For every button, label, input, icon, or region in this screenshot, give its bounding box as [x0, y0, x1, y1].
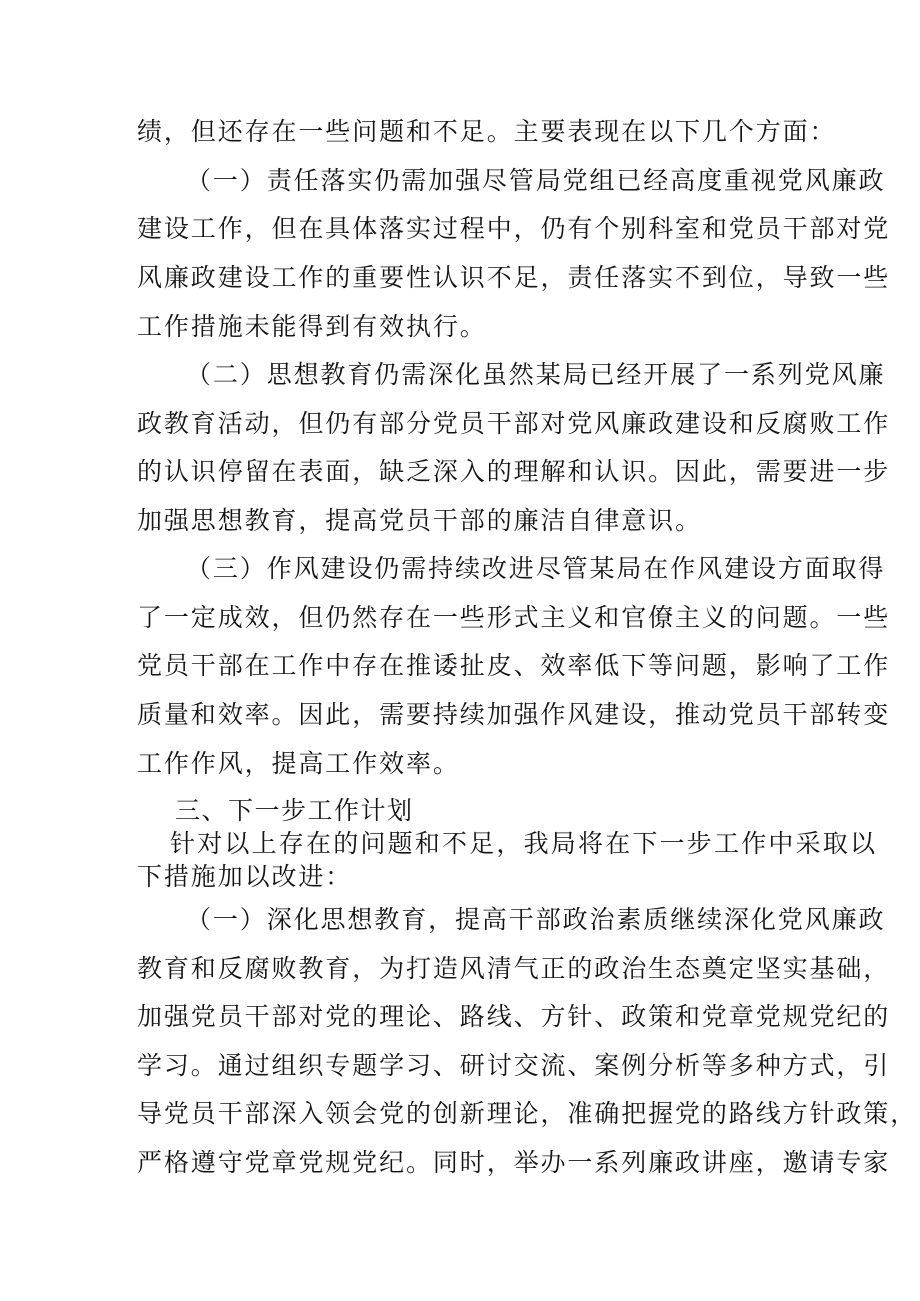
text-line: 加强思想教育，提高党员干部的廉洁自律意识。	[137, 506, 702, 535]
text-line: （一）深化思想教育，提高干部政治素质继续深化党风廉政	[186, 905, 886, 934]
text-line: 针对以上存在的问题和不足，我局将在下一步工作中采取以	[170, 829, 878, 858]
text-line: 学习。通过组织专题学习、研讨交流、案例分析等多种方式，引	[137, 1051, 891, 1080]
text-line: 质量和效率。因此，需要持续加强作风建设，推动党员干部转变	[137, 700, 891, 729]
text-line: 的认识停留在表面，缺乏深入的理解和认识。因此，需要进一步	[137, 457, 891, 486]
text-line: 导党员干部深入领会党的创新理论，准确把握党的路线方针政策，	[137, 1099, 918, 1128]
text-line: 党员干部在工作中存在推诿扯皮、效率低下等问题，影响了工作	[137, 651, 891, 680]
text-line: 绩，但还存在一些问题和不足。主要表现在以下几个方面：	[137, 117, 837, 146]
text-line: 风廉政建设工作的重要性认识不足，责任落实不到位，导致一些	[137, 263, 891, 292]
text-line: （三）作风建设仍需持续改进尽管某局在作风建设方面取得	[186, 554, 886, 583]
text-line: 工作措施未能得到有效执行。	[137, 312, 487, 341]
text-line: 下措施加以改进：	[137, 862, 353, 891]
text-line: （一）责任落实仍需加强尽管局党组已经高度重视党风廉政	[186, 166, 886, 195]
section-heading: 三、下一步工作计划	[175, 796, 414, 825]
text-line: 严格遵守党章党规党纪。同时，举办一系列廉政讲座，邀请专家	[137, 1148, 891, 1177]
text-line: 加强党员干部对党的理论、路线、方针、政策和党章党规党纪的	[137, 1002, 891, 1031]
text-line: 了一定成效，但仍然存在一些形式主义和官僚主义的问题。一些	[137, 603, 891, 632]
text-line: 工作作风，提高工作效率。	[137, 749, 460, 778]
text-line: 教育和反腐败教育，为打造风清气正的政治生态奠定坚实基础，	[137, 954, 891, 983]
text-line: 建设工作，但在具体落实过程中，仍有个别科室和党员干部对党	[137, 214, 891, 243]
text-line: 政教育活动，但仍有部分党员干部对党风廉政建设和反腐败工作	[137, 409, 891, 438]
text-line: （二）思想教育仍需深化虽然某局已经开展了一系列党风廉	[186, 360, 886, 389]
